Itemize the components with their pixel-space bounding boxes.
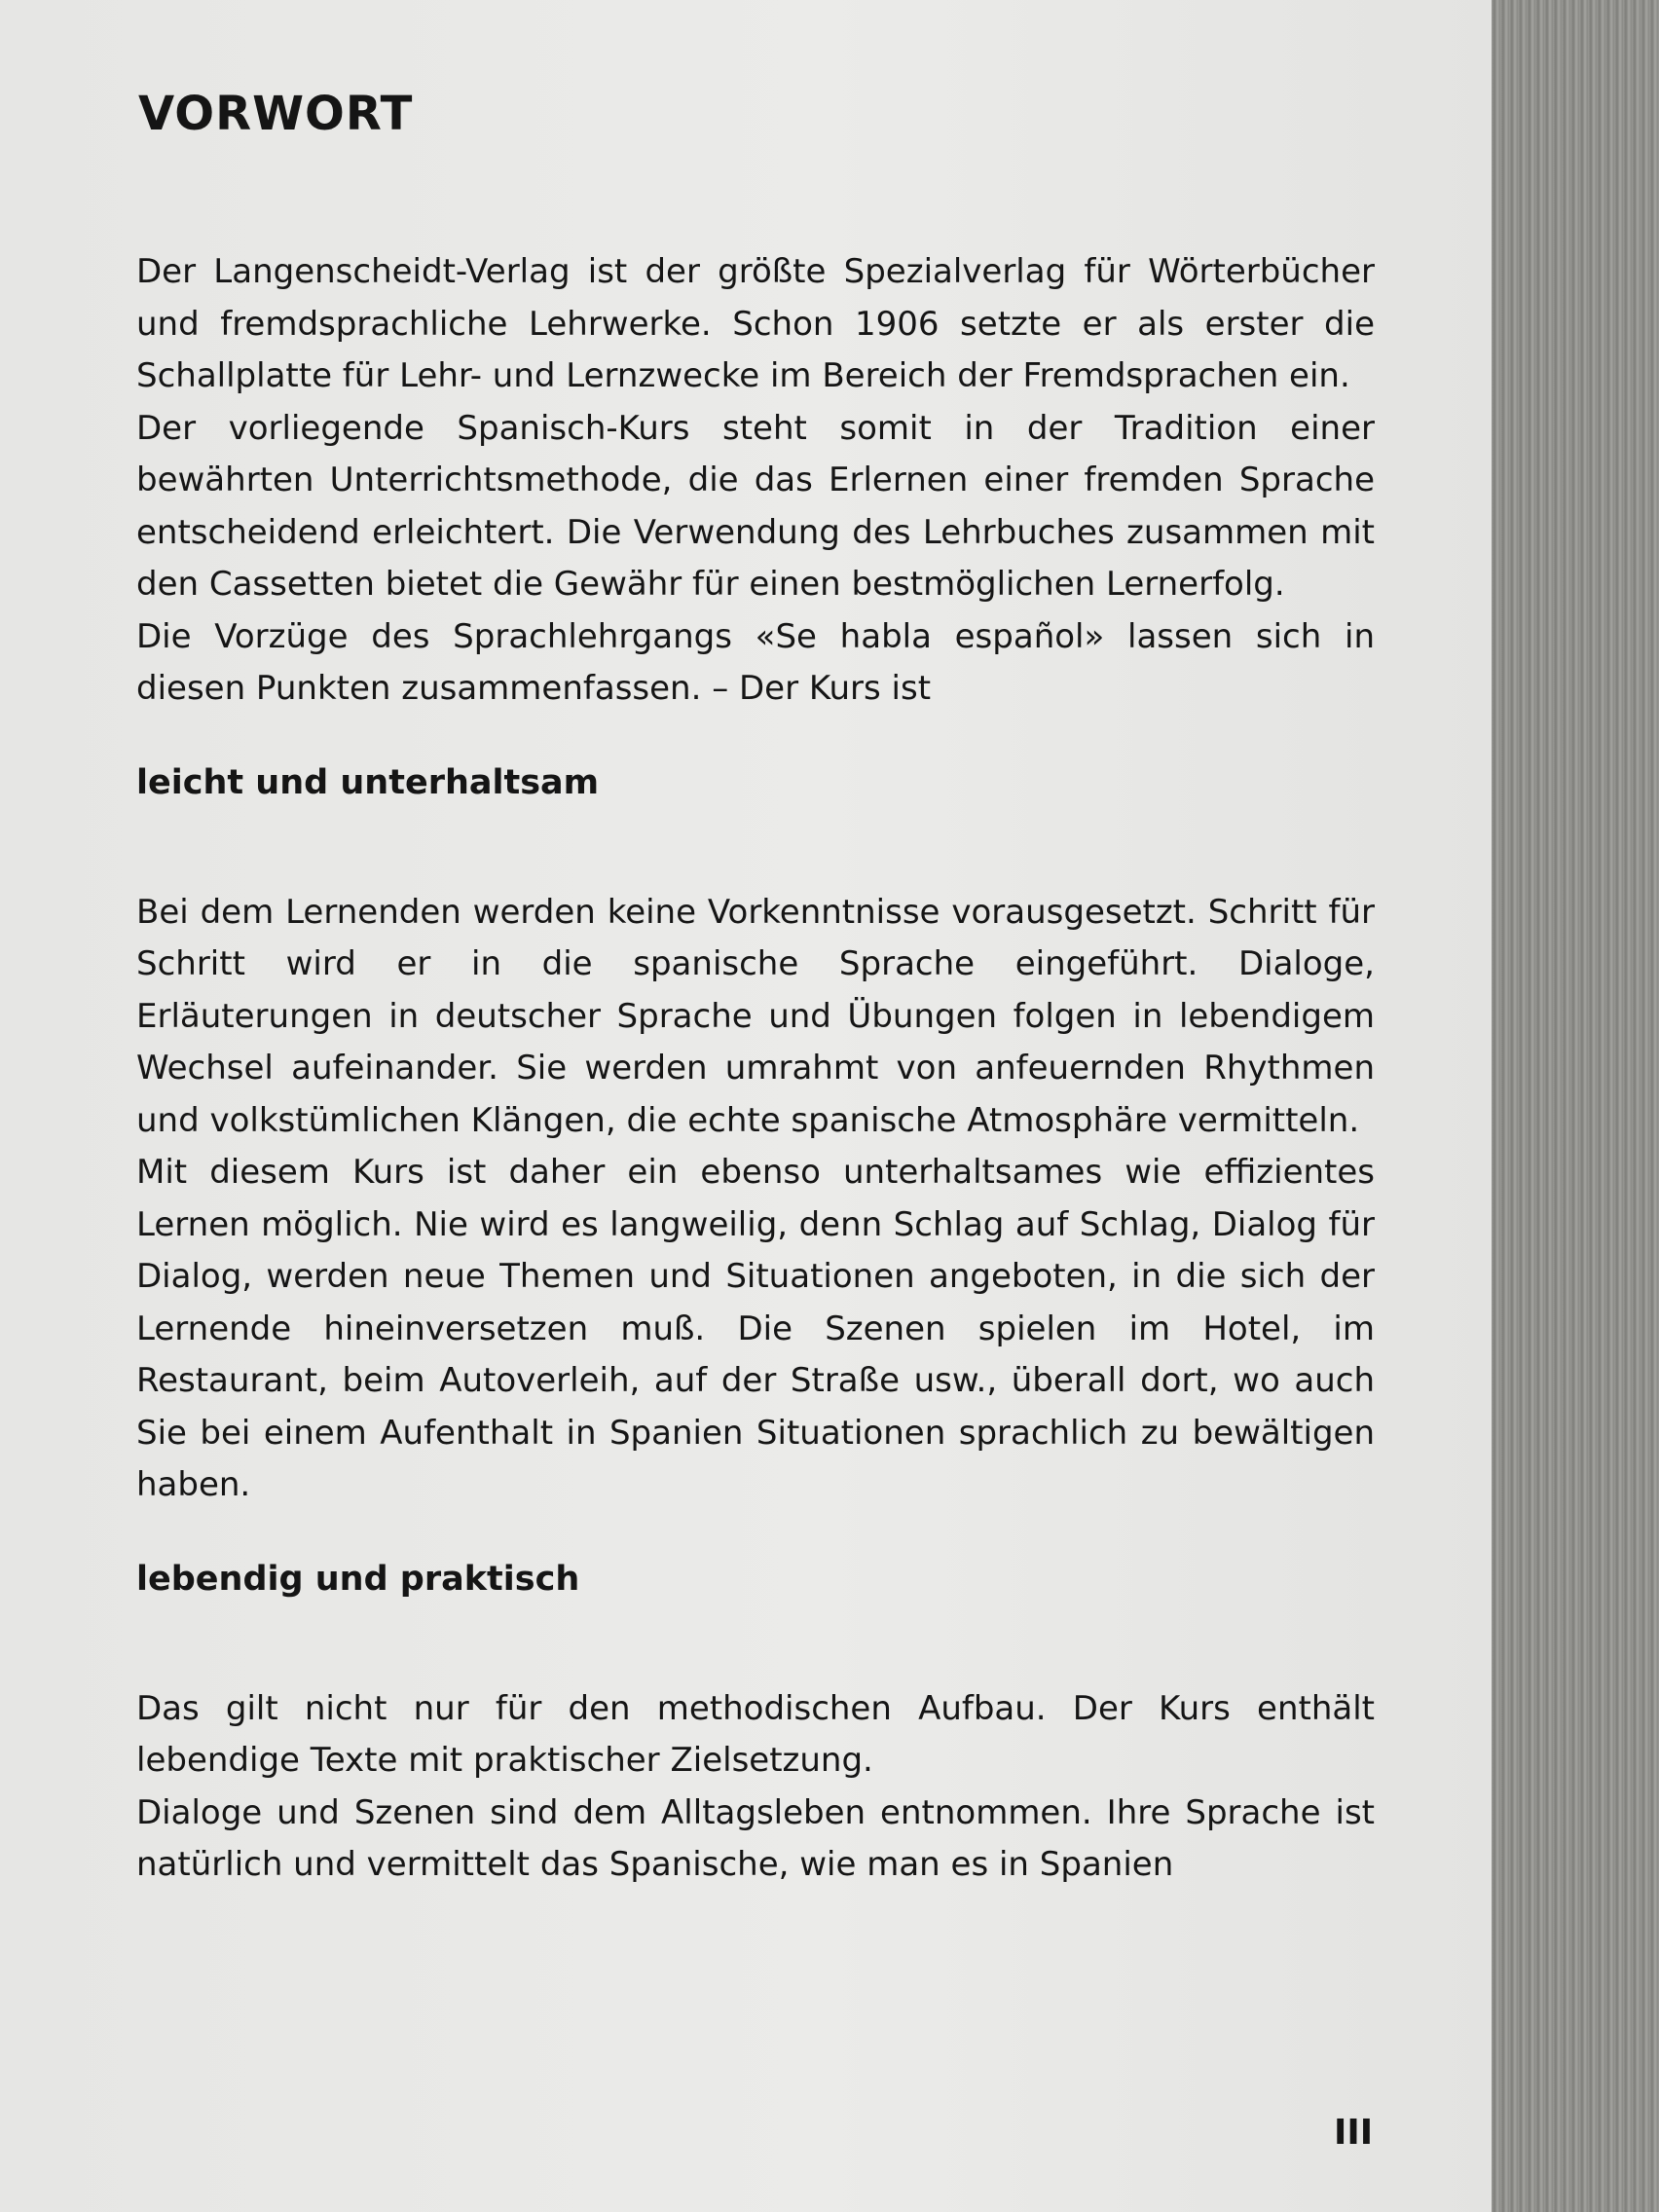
intro-paragraph-3: Die Vorzüge des Sprachlehrgangs «Se habla español» lassen sich in diesen Punkten zusammenfassen. – Der Kurs ist — [136, 616, 1375, 709]
section-heading-leicht: leicht und unterhaltsam — [136, 762, 600, 802]
page-title: VORWORT — [138, 87, 414, 141]
section-heading-lebendig: lebendig und praktisch — [136, 1559, 580, 1599]
section2-paragraph-1: Das gilt nicht nur für den methodischen Aufbau. Der Kurs enthält lebendige Texte mit praktischer Zielsetzung. — [136, 1688, 1375, 1781]
page-content — [136, 88, 1375, 1892]
intro-paragraph-2: Der vorliegende Spanisch-Kurs steht somit in der Tradition einer bewährten Unterrichtsmethode, die das Erlernen einer fremden Sprache entscheidend erleichtert. Die Verwendung des Lehrbuches zusammen mit den Cassetten bietet die Gewähr für einen bestmöglichen Lernerfolg. — [136, 408, 1375, 605]
section2-paragraph-2: Dialoge und Szenen sind dem Alltagsleben entnommen. Ihre Sprache ist natürlich und vermittelt das Spanische, wie man es in Spanien — [136, 1792, 1375, 1885]
book-spine — [1492, 0, 1659, 2212]
section1-paragraph-2: Mit diesem Kurs ist daher ein ebenso unterhaltsames wie effizientes Lernen möglich. Nie wird es langweilig, denn Schlag auf Schlag, Dialog für Dialog, werden neue Themen und Situationen angeboten, in die sich der Lernende hineinversetzen muß. Die Szenen spielen im Hotel, im Restaurant, beim Autoverleih, auf der Straße usw., überall dort, wo auch Sie bei einem Aufenthalt in Spanien Situationen sprachlich zu bewältigen haben. — [136, 1153, 1375, 1505]
intro-paragraph-1: Der Langenscheidt-Verlag ist der größte Spezialverlag für Wörterbücher und fremdsprachliche Lehrwerke. Schon 1906 setzte er als erster die Schallplatte für Lehr- und Lernzwecke im Bereich der Fremdsprachen ein. — [136, 252, 1375, 396]
page-number: III — [1334, 2113, 1374, 2153]
section1-paragraph-1: Bei dem Lernenden werden keine Vorkenntnisse vorausgesetzt. Schritt für Schritt wird er in die spanische Sprache eingeführt. Dialoge, Erläuterungen in deutscher Sprache und Übungen folgen in lebendigem Wechsel aufeinander. Sie werden umrahmt von anfeuernden Rhythmen und volkstümlichen Klängen, die echte spanische Atmosphäre vermitteln. — [136, 892, 1375, 1140]
